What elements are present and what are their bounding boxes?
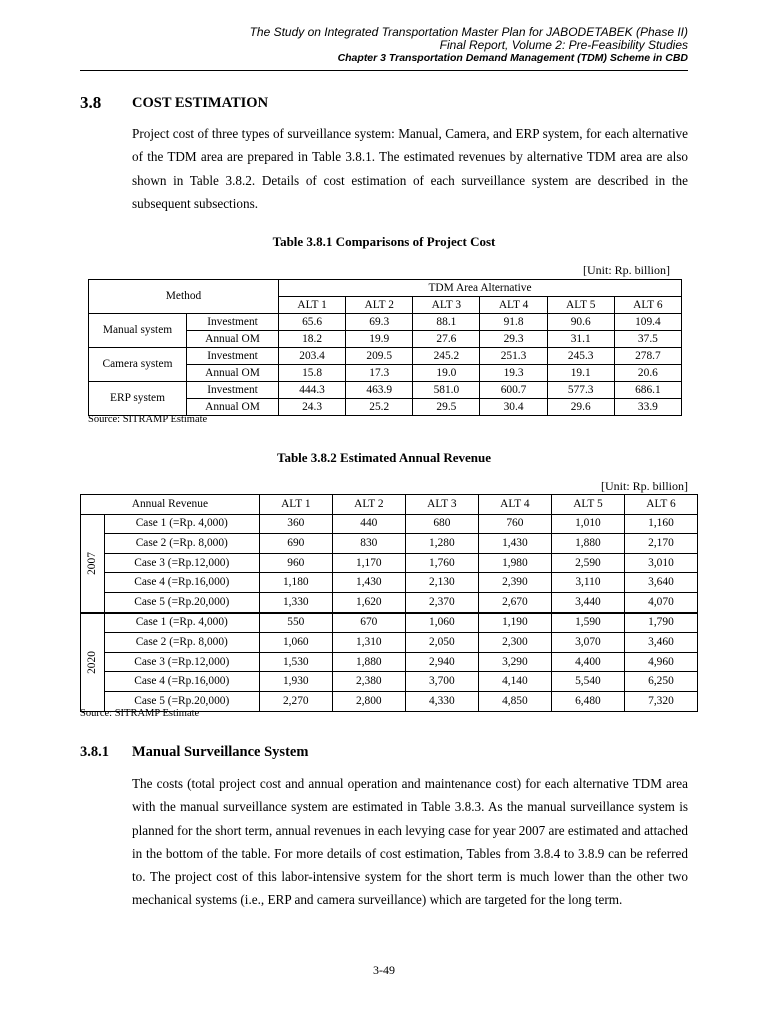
revenue-value: 2,940 [405,652,478,672]
method-header: Method [89,280,279,314]
cost-item: Annual OM [187,331,279,348]
cost-value: 444.3 [279,382,346,399]
page-number: 3-49 [373,963,395,977]
revenue-value: 6,250 [624,672,697,692]
cost-value: 19.1 [547,365,614,382]
revenue-value: 7,320 [624,691,697,711]
table2-caption: Table 3.8.2 Estimated Annual Revenue [276,450,492,465]
revenue-value: 1,180 [259,573,332,593]
alt-header: ALT 3 [413,297,480,314]
revenue-value: 2,300 [478,633,551,653]
cost-value: 37.5 [614,331,681,348]
case-label: Case 3 (=Rp.12,000) [104,652,259,672]
cost-item: Annual OM [187,399,279,416]
cost-value: 33.9 [614,399,681,416]
cost-value: 209.5 [346,348,413,365]
alt-header: ALT 4 [480,297,547,314]
cost-value: 15.8 [279,365,346,382]
section-paragraph: Project cost of three types of surveillance system: Manual, Camera, and ERP system, for each alternative of the TDM area are prepared in Table 3.8.1. The estimated revenues by alternative TDM area are also shown in Table 3.8.2. Details of cost estimation of each surveillance system are described in the subsequent subsections. [132,126,688,211]
table1-header-row [89,280,682,297]
system-name: Manual system [89,314,187,348]
cost-value: 90.6 [547,314,614,331]
year-label [81,514,105,612]
revenue-value: 1,060 [259,633,332,653]
alt-header: ALT 4 [478,495,551,515]
cost-item: Annual OM [187,365,279,382]
cost-value: 686.1 [614,382,681,399]
table-row [81,553,698,573]
revenue-value: 2,590 [551,553,624,573]
revenue-value: 3,110 [551,573,624,593]
section-number: 3.8 [80,93,102,112]
cost-value: 19.9 [346,331,413,348]
revenue-value: 360 [259,514,332,534]
revenue-value: 1,280 [405,534,478,554]
revenue-value: 680 [405,514,478,534]
case-label: Case 4 (=Rp.16,000) [104,573,259,593]
case-label: Case 1 (=Rp. 4,000) [104,514,259,534]
cost-value: 245.2 [413,348,480,365]
revenue-value: 3,640 [624,573,697,593]
revenue-value: 1,930 [259,672,332,692]
revenue-value: 1,190 [478,613,551,633]
alt-header: ALT 6 [614,297,681,314]
alt-header: ALT 1 [259,495,332,515]
revenue-value: 1,310 [332,633,405,653]
revenue-value: 2,370 [405,592,478,612]
cost-value: 463.9 [346,382,413,399]
revenue-value: 1,330 [259,592,332,612]
cost-value: 203.4 [279,348,346,365]
revenue-value: 440 [332,514,405,534]
alt-header: ALT 2 [332,495,405,515]
revenue-value: 2,670 [478,592,551,612]
case-label: Case 1 (=Rp. 4,000) [104,613,259,633]
table-row [81,633,698,653]
revenue-value: 1,790 [624,613,697,633]
case-label: Case 3 (=Rp.12,000) [104,553,259,573]
annual-revenue-table [80,494,698,712]
header-rule [80,70,688,71]
table-row [81,534,698,554]
cost-item: Investment [187,314,279,331]
year-label [81,613,105,711]
cost-value: 577.3 [547,382,614,399]
cost-value: 29.6 [547,399,614,416]
table2-unit: [Unit: Rp. billion] [601,479,688,493]
revenue-value: 1,980 [478,553,551,573]
cost-value: 20.6 [614,365,681,382]
revenue-value: 1,160 [624,514,697,534]
section-title: COST ESTIMATION [132,95,269,111]
cost-value: 31.1 [547,331,614,348]
case-label: Case 2 (=Rp. 8,000) [104,534,259,554]
revenue-value: 1,530 [259,652,332,672]
header-line-1: The Study on Integrated Transportation Master Plan for JABODETABEK (Phase II) [249,25,688,39]
alt-header: ALT 6 [624,495,697,515]
system-name: Camera system [89,348,187,382]
year-text: 2007 [85,551,98,575]
cost-value: 17.3 [346,365,413,382]
cost-value: 25.2 [346,399,413,416]
revenue-value: 4,850 [478,691,551,711]
cost-value: 24.3 [279,399,346,416]
table-row [81,613,698,633]
cost-value: 27.6 [413,331,480,348]
revenue-value: 1,060 [405,613,478,633]
revenue-value: 4,400 [551,652,624,672]
revenue-value: 2,050 [405,633,478,653]
cost-value: 581.0 [413,382,480,399]
table-row [81,573,698,593]
revenue-value: 1,880 [332,652,405,672]
revenue-value: 1,170 [332,553,405,573]
revenue-value: 2,130 [405,573,478,593]
cost-value: 19.3 [480,365,547,382]
table-row [89,348,682,365]
case-label: Case 2 (=Rp. 8,000) [104,633,259,653]
cost-value: 251.3 [480,348,547,365]
revenue-value: 1,010 [551,514,624,534]
revenue-value: 4,140 [478,672,551,692]
revenue-value: 830 [332,534,405,554]
tdm-area-header: TDM Area Alternative [279,280,682,297]
alt-header: ALT 3 [405,495,478,515]
subsection-number: 3.8.1 [80,744,109,760]
table2-source: Source: SITRAMP Estimate [80,708,200,719]
revenue-value: 2,270 [259,691,332,711]
alt-header: ALT 5 [547,297,614,314]
cost-value: 91.8 [480,314,547,331]
revenue-value: 1,880 [551,534,624,554]
cost-item: Investment [187,348,279,365]
revenue-value: 760 [478,514,551,534]
revenue-value: 2,170 [624,534,697,554]
cost-value: 88.1 [413,314,480,331]
table1-caption: Table 3.8.1 Comparisons of Project Cost [272,234,496,249]
cost-value: 278.7 [614,348,681,365]
cost-value: 19.0 [413,365,480,382]
subsection-title: Manual Surveillance System [132,744,309,760]
alt-header: ALT 1 [279,297,346,314]
revenue-value: 960 [259,553,332,573]
header-line-2: Final Report, Volume 2: Pre-Feasibility Studies [439,38,688,52]
cost-value: 30.4 [480,399,547,416]
revenue-value: 1,760 [405,553,478,573]
revenue-value: 1,620 [332,592,405,612]
case-label: Case 5 (=Rp.20,000) [104,691,259,711]
project-cost-table [88,279,682,416]
revenue-value: 3,070 [551,633,624,653]
table-row [89,314,682,331]
revenue-value: 5,540 [551,672,624,692]
cost-value: 109.4 [614,314,681,331]
table-row [81,672,698,692]
cost-value: 29.5 [413,399,480,416]
revenue-value: 690 [259,534,332,554]
table-row [81,652,698,672]
revenue-value: 4,330 [405,691,478,711]
table2-header-row [81,495,698,515]
revenue-value: 550 [259,613,332,633]
header-line-3: Chapter 3 Transportation Demand Management (TDM) Scheme in CBD [337,52,688,64]
table1-source: Source: SITRAMP Estimate [88,414,208,425]
revenue-value: 1,590 [551,613,624,633]
revenue-value: 670 [332,613,405,633]
alt-header: ALT 5 [551,495,624,515]
revenue-value: 2,380 [332,672,405,692]
cost-value: 600.7 [480,382,547,399]
cost-item: Investment [187,382,279,399]
system-name: ERP system [89,382,187,416]
cost-value: 18.2 [279,331,346,348]
case-label: Case 5 (=Rp.20,000) [104,592,259,612]
revenue-value: 3,440 [551,592,624,612]
cost-value: 65.6 [279,314,346,331]
alt-header: ALT 2 [346,297,413,314]
revenue-value: 3,700 [405,672,478,692]
annual-revenue-header: Annual Revenue [81,495,260,515]
revenue-value: 3,460 [624,633,697,653]
revenue-value: 2,800 [332,691,405,711]
table1-unit: [Unit: Rp. billion] [583,263,670,277]
revenue-value: 4,070 [624,592,697,612]
year-text: 2020 [85,650,98,674]
revenue-value: 4,960 [624,652,697,672]
cost-value: 69.3 [346,314,413,331]
table-row [81,592,698,612]
revenue-value: 1,430 [332,573,405,593]
case-label: Case 4 (=Rp.16,000) [104,672,259,692]
running-header [80,26,688,65]
revenue-value: 3,290 [478,652,551,672]
revenue-value: 1,430 [478,534,551,554]
revenue-value: 3,010 [624,553,697,573]
cost-value: 29.3 [480,331,547,348]
revenue-value: 6,480 [551,691,624,711]
table-row [81,514,698,534]
subsection-paragraph: The costs (total project cost and annual operation and maintenance cost) for each alternative TDM area with the manual surveillance system are estimated in Table 3.8.3. As the manual surveillance system is planned for the short term, annual revenues in each levying case for year 2007 are estimated and attached in the bottom of the table. For more details of cost estimation, Tables from 3.8.4 to 3.8.9 can be referred to. The project cost of this labor-intensive system for the short term is much lower than the other two mechanical systems (i.e., ERP and camera surveillance) which are targeted for the long term. [132,776,688,908]
cost-value: 245.3 [547,348,614,365]
table-row [89,382,682,399]
revenue-value: 2,390 [478,573,551,593]
